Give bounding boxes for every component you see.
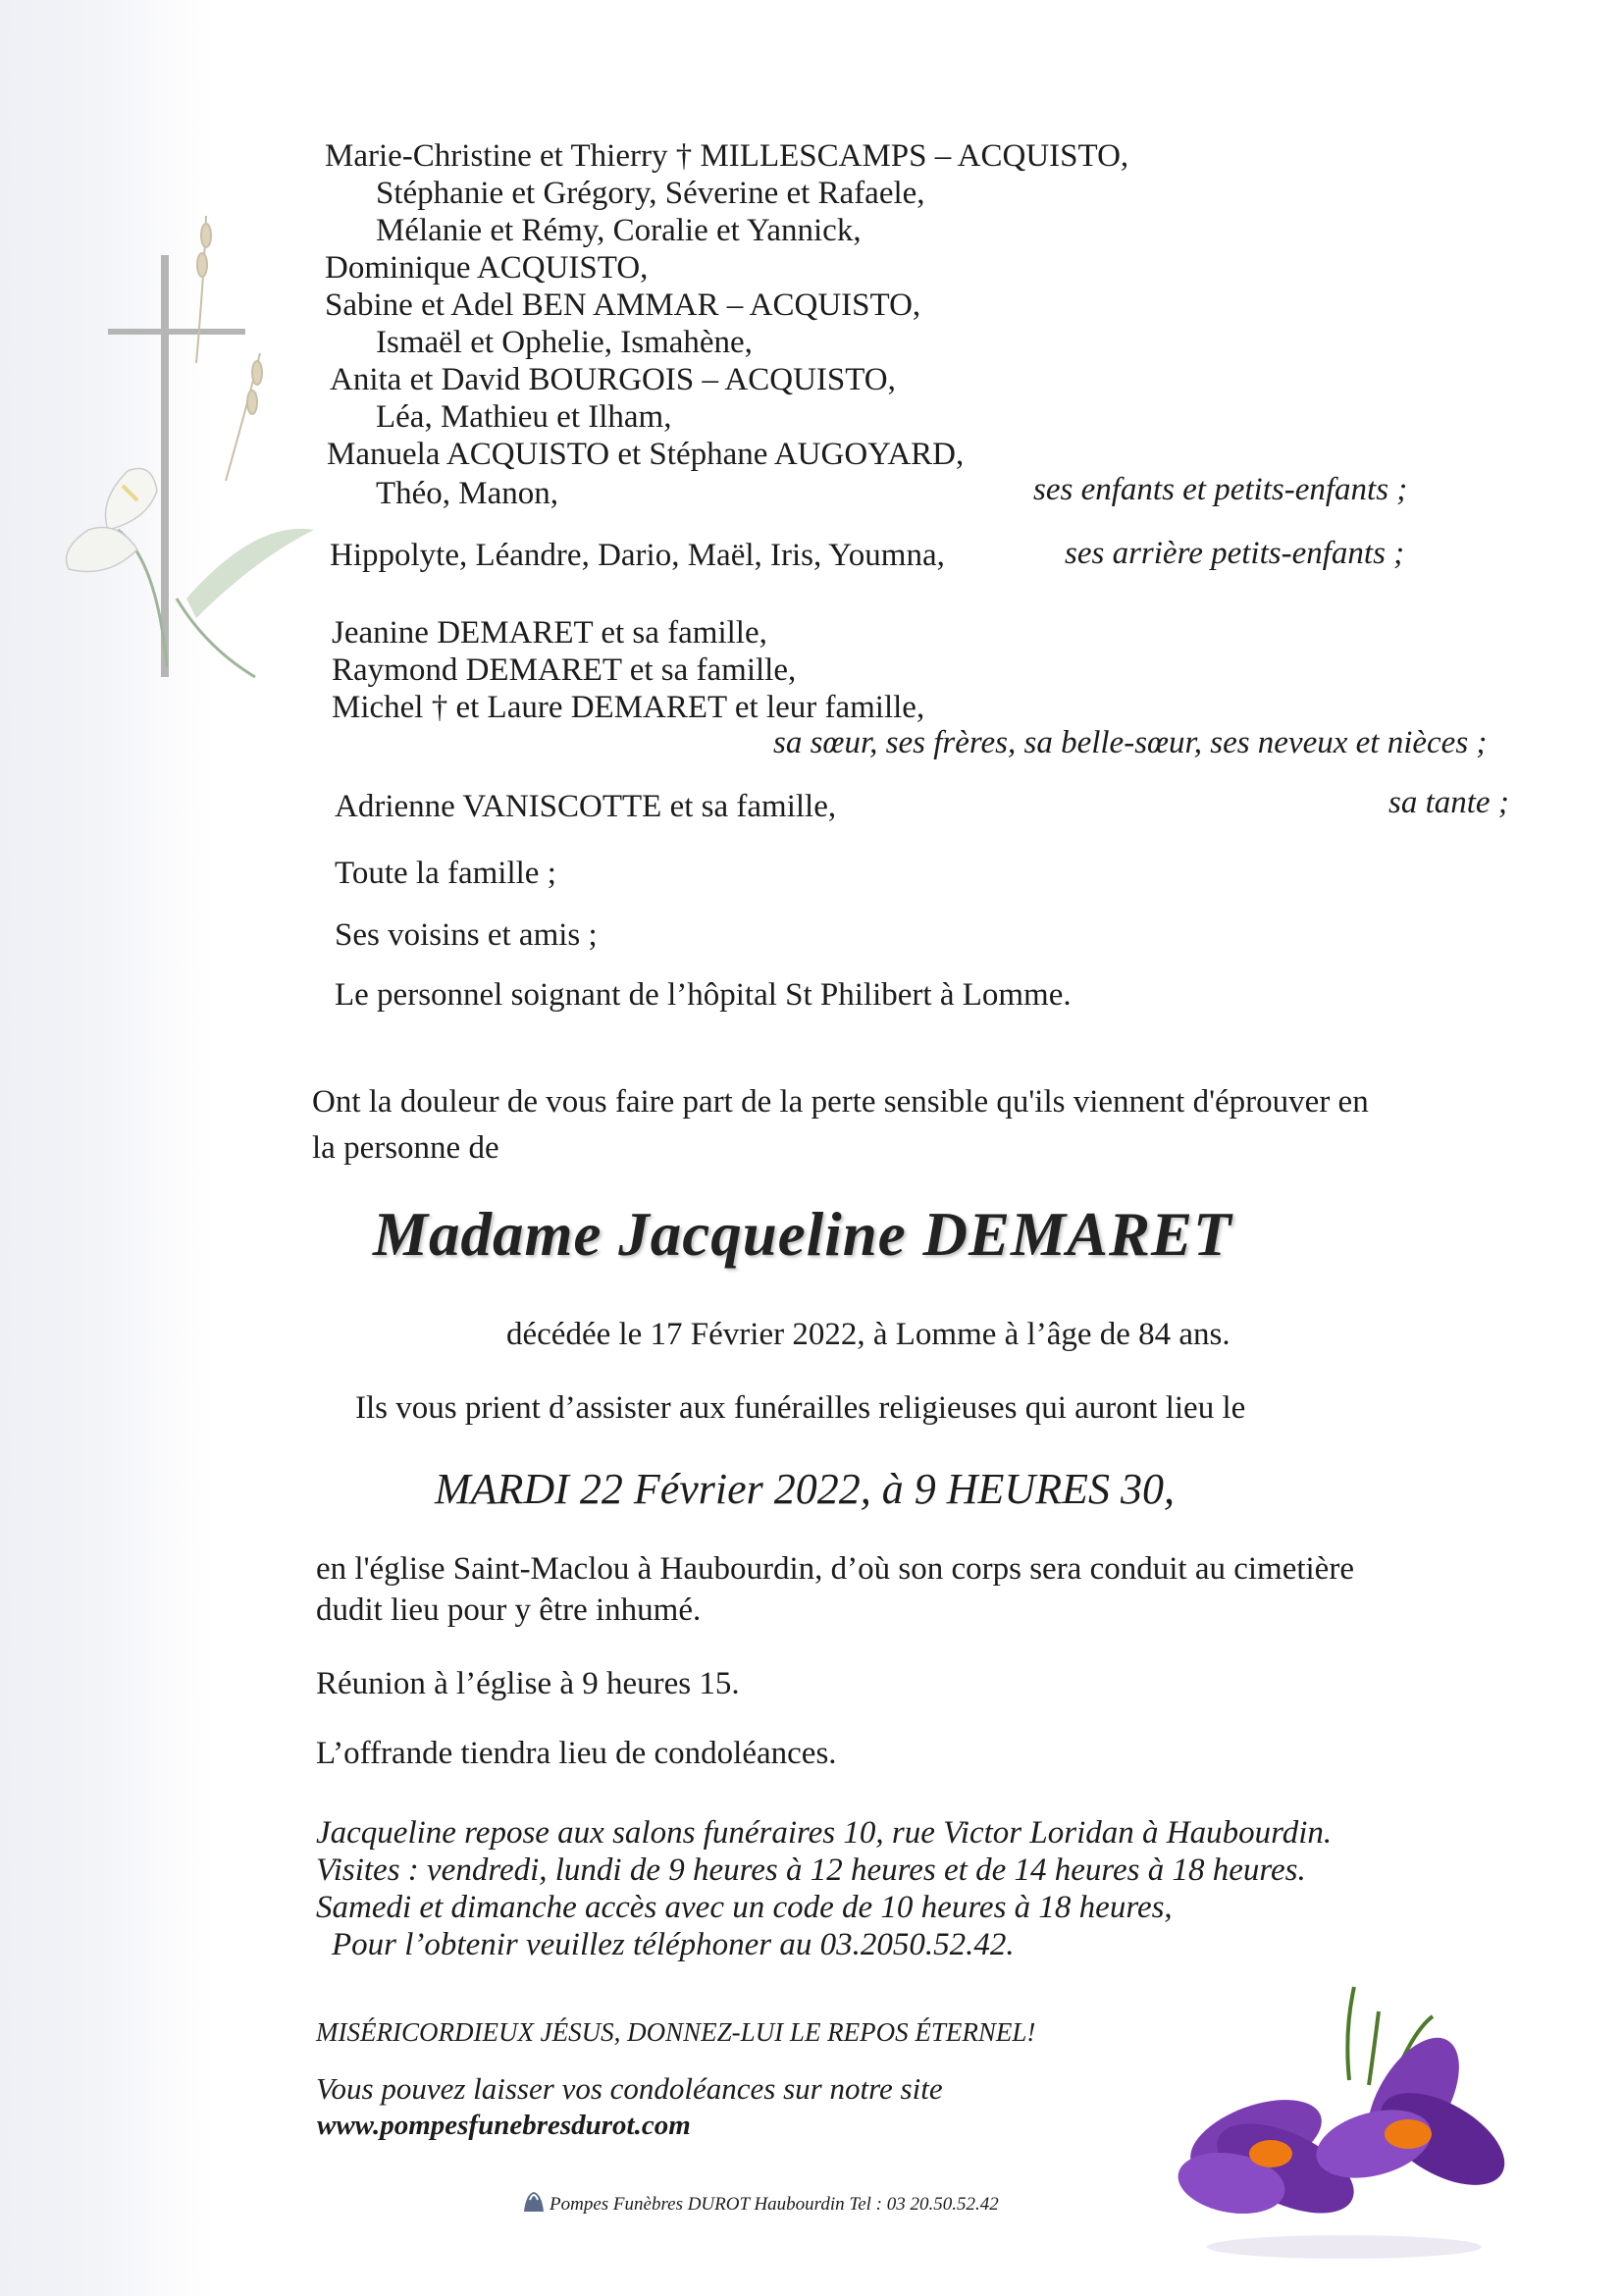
other-line: Ses voisins et amis ; (335, 917, 598, 953)
siblings-role: sa sœur, ses frères, sa belle-sœur, ses neveux et nièces ; (773, 725, 1488, 760)
location-line: dudit lieu pour y être inhumé. (316, 1592, 702, 1628)
offering-line: L’offrande tiendra lieu de condoléances. (316, 1736, 837, 1771)
visits-line: Visites : vendredi, lundi de 9 heures à 12 heures et de 14 heures à 18 heures. (316, 1852, 1306, 1888)
funeral-date: MARDI 22 Février 2022, à 9 HEURES 30, (435, 1465, 1175, 1513)
visits-line: Pour l’obtenir veuillez téléphoner au 03.2050.52.42. (332, 1927, 1015, 1962)
aunt-line: Adrienne VANISCOTTE et sa famille, (335, 789, 837, 824)
family-line: Manuela ACQUISTO et Stéphane AUGOYARD, (327, 437, 965, 472)
great-grandchildren-role: ses arrière petits-enfants ; (1065, 536, 1405, 571)
family-line: Stéphanie et Grégory, Séverine et Rafaele, (376, 176, 925, 211)
other-line: Toute la famille ; (335, 856, 556, 891)
other-line: Le personnel soignant de l’hôpital St Philibert à Lomme. (335, 977, 1072, 1013)
announce-line: Ont la douleur de vous faire part de la perte sensible qu'ils viennent d'éprouver en (312, 1084, 1369, 1120)
durot-logo-icon (520, 2188, 548, 2216)
family-line: Mélanie et Rémy, Coralie et Yannick, (376, 213, 862, 248)
family-line: Léa, Mathieu et Ilham, (376, 399, 672, 435)
family-line: Sabine et Adel BEN AMMAR – ACQUISTO, (325, 287, 921, 323)
death-info: décédée le 17 Février 2022, à Lomme à l’âge de 84 ans. (506, 1317, 1230, 1352)
crocus-flower-icon (1178, 1972, 1511, 2267)
aunt-role: sa tante ; (1388, 785, 1509, 820)
prayer-line: MISÉRICORDIEUX JÉSUS, DONNEZ-LUI LE REPOS ÉTERNEL! (316, 2017, 1036, 2047)
family-line: Théo, Manon, (376, 476, 559, 511)
footer-text: Pompes Funèbres DUROT Haubourdin Tel : 03 20.50.52.42 (550, 2194, 999, 2215)
sibling-line: Raymond DEMARET et sa famille, (332, 652, 797, 688)
condolences-line: Vous pouvez laisser vos condoléances sur notre site (316, 2071, 943, 2106)
website-link[interactable]: www.pompesfunebresdurot.com (317, 2110, 691, 2141)
family-line: Dominique ACQUISTO, (325, 250, 649, 286)
family-line: Anita et David BOURGOIS – ACQUISTO, (330, 362, 896, 397)
sibling-line: Michel † et Laure DEMARET et leur famille, (332, 690, 925, 725)
announce-line: la personne de (312, 1130, 499, 1166)
family-line: Marie-Christine et Thierry † MILLESCAMPS – ACQUISTO, (325, 138, 1129, 174)
deceased-name: Madame Jacqueline DEMARET (373, 1200, 1232, 1269)
meeting-line: Réunion à l’église à 9 heures 15. (316, 1666, 740, 1701)
visits-line: Jacqueline repose aux salons funéraires 10, rue Victor Loridan à Haubourdin. (316, 1815, 1333, 1851)
location-line: en l'église Saint-Maclou à Haubourdin, d’où son corps sera conduit au cimetière (316, 1551, 1354, 1587)
family-line: Ismaël et Ophelie, Ismahène, (376, 325, 753, 360)
calla-lily-icon (59, 206, 314, 697)
wheat-icon (196, 216, 262, 481)
cross-icon (108, 255, 245, 677)
family-role: ses enfants et petits-enfants ; (1033, 472, 1408, 507)
visits-line: Samedi et dimanche accès avec un code de 10 heures à 18 heures, (316, 1890, 1173, 1925)
invite-line: Ils vous prient d’assister aux funérailles religieuses qui auront lieu le (355, 1390, 1246, 1426)
great-grandchildren: Hippolyte, Léandre, Dario, Maël, Iris, Youmna, (330, 538, 945, 573)
sibling-line: Jeanine DEMARET et sa famille, (332, 615, 767, 651)
